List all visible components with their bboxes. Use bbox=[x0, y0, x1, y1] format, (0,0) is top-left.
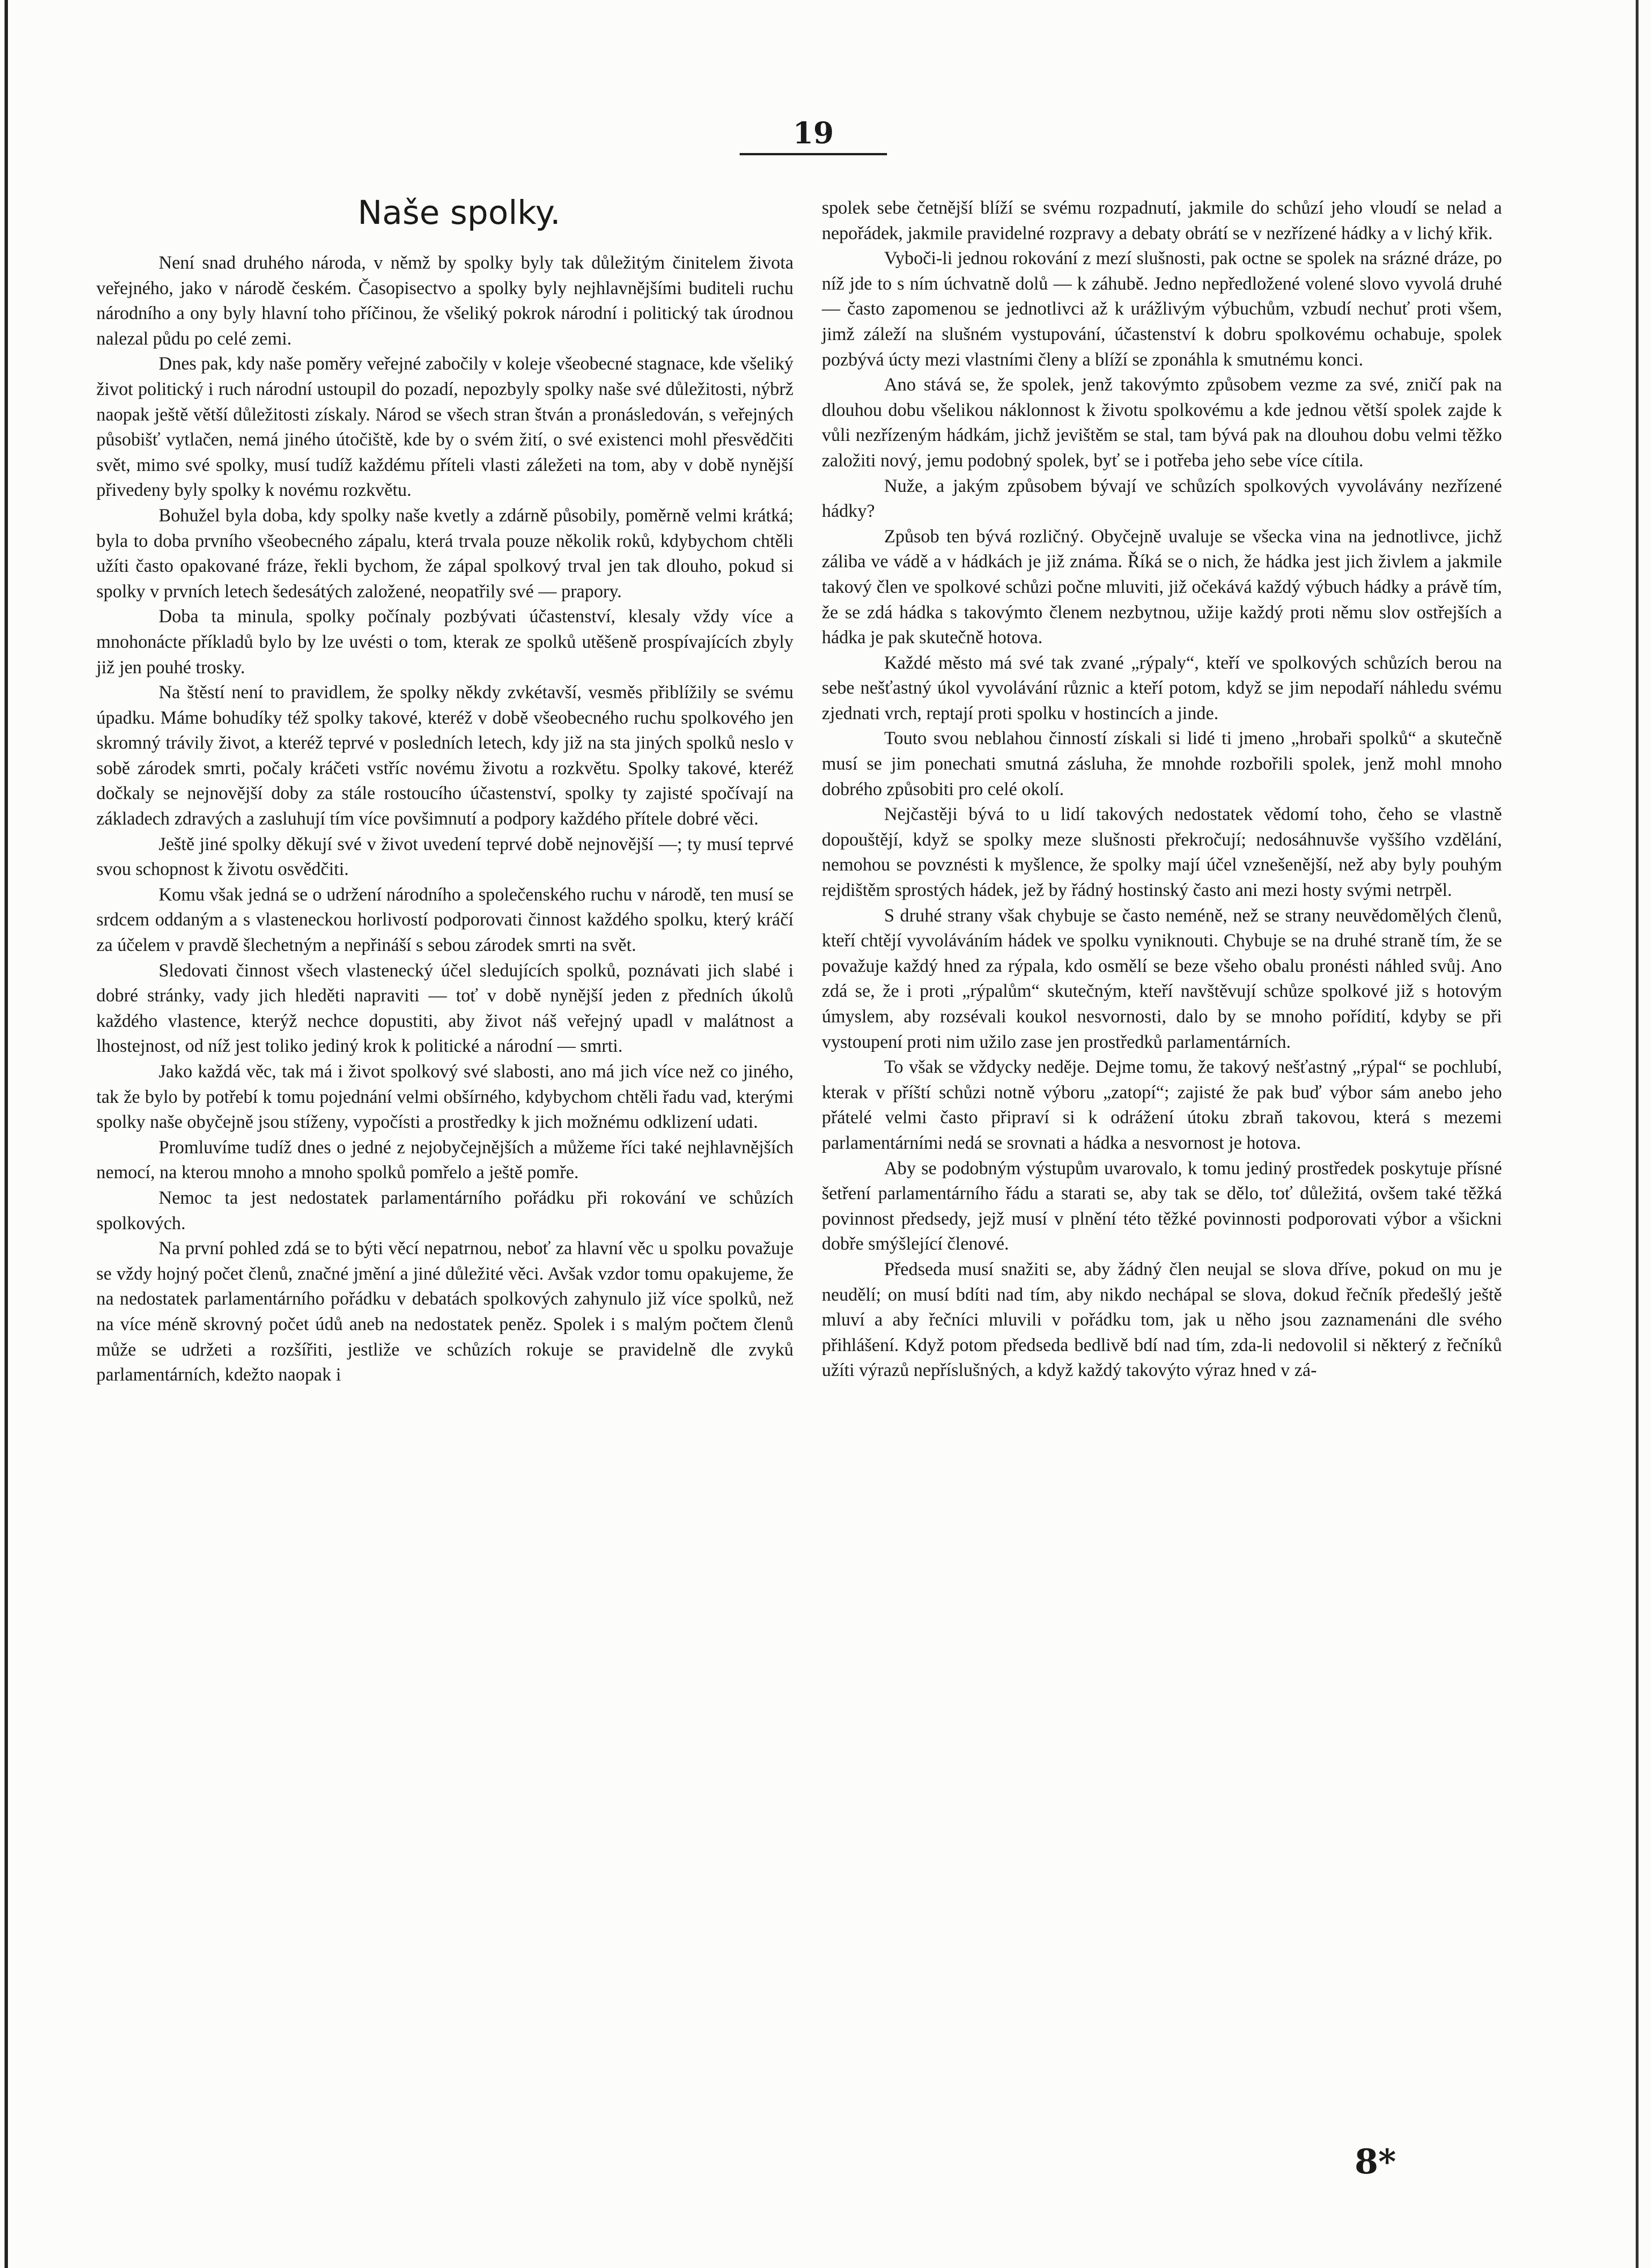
right-column bbox=[822, 196, 1502, 1383]
page-border-right bbox=[1636, 0, 1639, 2268]
paragraph: Na štěstí není to pravidlem, že spolky někdy zvkétavší, vesměs přiblížily se svému úpadku. Máme bohudíky též spolky takové, kteréž v době všeobecného ruchu spolkového jen skromný trávily život, a kteréž teprvé v posledních letech, kdy již na sta jiných spolků neslo v sobě zárodek smrti, počaly kráčeti vstříc novému životu a rozkvětu. Spolky takové, kteréž dočkaly se nejnovější doby za stále rostoucího účastenství, spolky ty zajisté spočívají na základech zdravých a zasluhují tím více povšimnutí a podpory každého přítele dobré věci. bbox=[96, 682, 793, 830]
paragraph: Promluvíme tudíž dnes o jedné z nejobyčejnějších a můžeme říci také nejhlavnějších nemocí, na kterou mnoho a mnoho spolků pomřelo a ještě pomře. bbox=[96, 1137, 793, 1183]
paragraph: Komu však jedná se o udržení národního a společenského ruchu v národě, ten musí se srdcem oddaným a s vlasteneckou horlivostí podporovati činnost každého spolku, který kráčí za účelem v pravdě šlechetným a nepřináší s sebou zárodek smrti na svět. bbox=[96, 884, 793, 956]
paragraph: Ještě jiné spolky děkují své v život uvedení teprvé době nejnovější —; ty musí teprvé svou schopnost k životu osvědčiti. bbox=[96, 834, 793, 880]
paragraph: Nuže, a jakým způsobem bývají ve schůzích spolkových vyvolávány nezřízené hádky? bbox=[822, 475, 1502, 522]
paragraph: Způsob ten bývá rozličný. Obyčejně uvaluje se všecka vina na jednotlivce, jichž záliba ve vádě a v hádkách je již známa. Říká se o nich, že hádka jest jich živlem a jakmile takový člen ve spolkové schůzi počne mluviti, již očekává každý výbuch hádky a právě tím, že se zdá hádka s takovýmto členem nezbytnou, užije každý proti němu slov ostřejších a hádka je pak skutečně hotova. bbox=[822, 526, 1502, 648]
paragraph: Nejčastěji bývá to u lidí takových nedostatek vědomí toho, čeho se vlastně dopouštějí, když se spolky meze slušnosti překročují; nedosáhnuvše vyššího vzdělání, nemohou se povznésti k myšlence, že spolky mají účel vznešenější, než aby byly pouhým rejdištěm sprostých hádek, jež by řádný hostinský často ani mezi hosty svými netrpěl. bbox=[822, 804, 1502, 901]
paragraph: Dnes pak, kdy naše poměry veřejné zabočily v koleje všeobecné stagnace, kde všeliký život politický i ruch národní ustoupil do pozadí, nepozbyly spolky naše své důležitosti, nýbrž naopak ještě větší důležitosti získaly. Národ se všech stran štván a pronásledován, s veřejných působišť vytlačen, nemá jiného útočiště, kde by o svém žití, o své existenci mohl přesvědčiti svět, mimo své spolky, musí tudíž každému příteli vlasti záležeti na tom, aby v době nynější přivedeny byly spolky k novému rozkvětu. bbox=[96, 354, 793, 501]
paragraph: Sledovati činnost všech vlastenecký účel sledujících spolků, poznávati jich slabé i dobré stránky, vady jich hleděti napraviti — toť v době nynější jeden z předních úkolů každého vlastence, kterýž nechce dopustiti, aby život náš veřejný upadl v malátnost a lhostejnost, od níž jest toliko jediný krok k politické a národní — smrti. bbox=[96, 960, 793, 1057]
paragraph: Vyboči-li jednou rokování z mezí slušnosti, pak octne se spolek na srázné dráze, po níž jde to s ním úchvatně dolů — k záhubě. Jedno nepředložené volené slovo vyvolá druhé — často zapomenou se jednotlivci až k urážlivým výbuchům, vzbudí nechuť proti všem, jimž záleží na slušném vystupování, účastenství k dobru spolkovému ochabuje, spolek pozbývá úcty mezi vlastními členy a blíží se zponáhla k smutnému konci. bbox=[822, 248, 1502, 370]
paragraph: Jako každá věc, tak má i život spolkový své slabosti, ano má jich více než co jiného, tak že bylo by potřebí k tomu pojednání velmi obšírného, kdybychom chtěli řadu vad, kterými spolky naše obyčejně jsou stíženy, vypočísti a prostředky k jich možnému odklizení udati. bbox=[96, 1061, 793, 1133]
signature-mark: 8* bbox=[1355, 2142, 1397, 2182]
paragraph: spolek sebe četnější blíží se svému rozpadnutí, jakmile do schůzí jeho vloudí se nelad a nepořádek, jakmile pravidelné rozpravy a debaty obrátí se v nezřízené hádky a v lichý křik. bbox=[822, 198, 1502, 244]
paragraph: Ano stává se, že spolek, jenž takovýmto způsobem vezme za své, zničí pak na dlouhou dobu všelikou náklonnost k životu spolkovému a kde jednou větší spolek zajde k vůli nezřízeným hádkám, jichž jevištěm se stal, tam bývá pak na dlouhou dobu velmi těžko založiti nový, jemu podobný spolek, byť se i potřeba jeho sebe více cítila. bbox=[822, 375, 1502, 471]
paragraph: Aby se podobným výstupům uvarovalo, k tomu jediný prostředek poskytuje přísné šetření parlamentárního řádu a starati se, aby tak se dělo, toť důležitá, ovšem také těžká povinnost předsedy, jejž musí v plnění této těžké povinnosti podporovati výbor a všickni dobře smýšlející členové. bbox=[822, 1158, 1502, 1255]
paragraph: Není snad druhého národa, v němž by spolky byly tak důležitým činitelem života veřejného, jako v národě českém. Časopisectvo a spolky byly nejhlavnějšími buditeli ruchu národního a ony byly hlavní toho příčinou, že všeliký pokrok národní i politický tak úrodnou nalezal půdu po celé zemi. bbox=[96, 253, 793, 349]
paragraph: To však se vždycky neděje. Dejme tomu, že takový nešťastný „rýpal“ se pochlubí, kterak v příští schůzi notně výboru „zatopí“; zajisté že pak buď výbor sám anebo jeho přátelé velmi často připraví si k odrážení útoku zbraň takovou, která s mezemi parlamentárními nedá se srovnati a hádka a nesvornost je hotova. bbox=[822, 1057, 1502, 1153]
paragraph: Předseda musí snažiti se, aby žádný člen neujal se slova dříve, pokud on mu je neudělí; on musí bdíti nad tím, aby nikdo nechápal se slova, dokud řečník předešlý ještě mluví a aby řečníci mluvili v pořádku tom, jak u něho jsou zaznamenáni dle svého přihlášení. Když potom předseda bedlivě bdí nad tím, zda-li nedovolil si některý z řečníků užíti výrazů nepříslušných, a když každý takovýto výraz hned v zá- bbox=[822, 1259, 1502, 1381]
paragraph: Touto svou neblahou činností získali si lidé ti jmeno „hrobaři spolků“ a skutečně musí se jim ponechati smutná zásluha, že mnohde rozbořili spolek, jenž mohl mnoho dobrého způsobiti pro celé okolí. bbox=[822, 728, 1502, 800]
left-column bbox=[96, 193, 793, 1388]
paragraph: Na první pohled zdá se to býti věcí nepatrnou, neboť za hlavní věc u spolku považuje se vždy hojný počet členů, značné jmění a jiné důležité věci. Avšak vzdor tomu opakujeme, že na nedostatek parlamentárního pořádku v debatách spolkových zahynulo již více spolků, než na více méně skrovný počet údů aneb na nedostatek peněz. Spolek i s malým počtem členů může se udržeti a rozšířiti, jestliže ve schůzích rokuje se pravidelně dle zvyků parlamentárních, kdežto naopak i bbox=[96, 1238, 793, 1386]
page-number: 19 bbox=[740, 116, 887, 155]
paragraph: Doba ta minula, spolky počínaly pozbývati účastenství, klesaly vždy více a mnohonácte příkladů bylo by lze uvésti o tom, kterak ze spolků utěšeně prospívajících zbyly již jen pouhé trosky. bbox=[96, 606, 793, 678]
paragraph: Každé město má své tak zvané „rýpaly“, kteří ve spolkových schůzích berou na sebe nešťastný úkol vyvolávání různic a kteří potom, když se jim nepodaří náhledu svému zjednati vrch, reptají proti spolku v hostincích a jinde. bbox=[822, 652, 1502, 724]
paragraph: Nemoc ta jest nedostatek parlamentárního pořádku při rokování ve schůzích spolkových. bbox=[96, 1187, 793, 1234]
paragraph: Bohužel byla doba, kdy spolky naše kvetly a zdárně působily, poměrně velmi krátká; byla to doba prvního všeobecného zápalu, která trvala pouze několik roků, kdybychom chtěli užíti často opakované fráze, řekli bychom, že zápal spolkový trval jen tak dlouho, pokud si spolky v prvních letech šedesátých založené, neopatřily své — prapory. bbox=[96, 505, 793, 602]
paragraph: S druhé strany však chybuje se často neméně, než se strany neuvědomělých členů, kteří chtějí vyvoláváním hádek ve spolku vyniknouti. Chybuje se na druhé straně tím, že se považuje každý hned za rýpala, kdo osmělí se beze všeho obalu pronésti náhled svůj. Ano zdá se, že i proti „rýpalům“ skutečným, kteří navštěvují schůze spolkové již s hotovým úmyslem, aby rozsévali koukol nesvornosti, dalo by se mnoho pořídití, kdyby se při vystoupení proti nim užilo zase jen prostředků parlamentárních. bbox=[822, 905, 1502, 1052]
page-border-left bbox=[5, 0, 8, 2268]
article-title: Naše spolky. bbox=[358, 193, 561, 232]
